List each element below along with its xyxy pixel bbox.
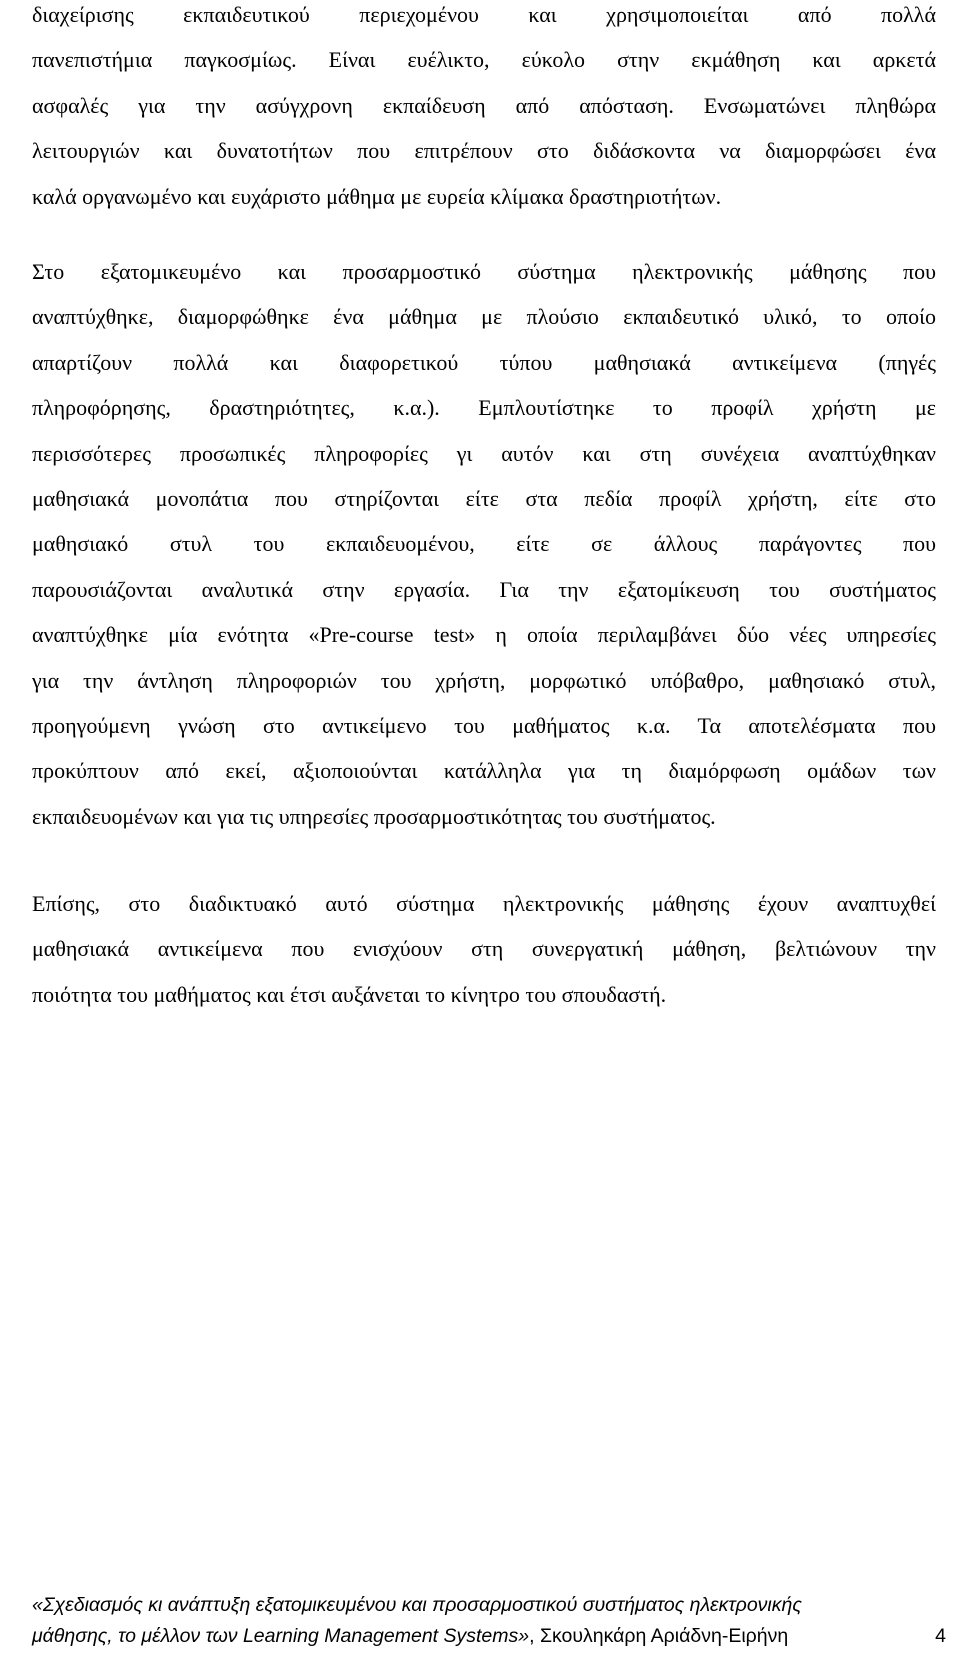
page-footer [32, 1590, 952, 1652]
page-number: 4 [935, 1625, 946, 1647]
text-line: για την άντληση πληροφοριών του χρήστη, μορφωτικό υπόβαθρο, μαθησιακό στυλ, [32, 667, 936, 693]
text-line: Στο εξατομικευμένο και προσαρμοστικό σύστημα ηλεκτρονικής μάθησης που [32, 259, 936, 284]
text-line: πληροφόρησης, δραστηριότητες, κ.α.). Εμπλουτίστηκε το προφίλ χρήστη με [32, 395, 936, 421]
footer-title-line-2: μάθησης, το μέλλον των Learning Management Systems» [32, 1625, 530, 1647]
text-line: παρουσιάζονται αναλυτικά στην εργασία. Για την εξατομίκευση του συστήματος [32, 576, 936, 602]
paragraph-personalized-system [32, 249, 936, 839]
text-line: περισσότερες προσωπικές πληροφορίες γι αυτόν και στη συνέχεια αναπτύχθηκαν [32, 440, 936, 466]
text-line: προηγούμενη γνώση στο αντικείμενο του μαθήματος κ.α. Τα αποτελέσματα που [32, 713, 936, 739]
text-line: μαθησιακό στυλ του εκπαιδευομένου, είτε σε άλλους παράγοντες που [32, 531, 936, 557]
text-line: πανεπιστήμια παγκοσμίως. Είναι ευέλικτο, εύκολο στην εκμάθηση και αρκετά [32, 47, 936, 73]
text-line: απαρτίζουν πολλά και διαφορετικού τύπου μαθησιακά αντικείμενα (πηγές [32, 349, 936, 375]
footer-row-2 [32, 1621, 952, 1652]
text-line: αναπτύχθηκε, διαμορφώθηκε ένα μάθημα με πλούσιο εκπαιδευτικό υλικό, το οποίο [32, 304, 936, 330]
text-line: μαθησιακά αντικείμενα που ενισχύουν στη συνεργατική μάθηση, βελτιώνουν την [32, 936, 936, 962]
footer-title-line-1: «Σχεδιασμός κι ανάπτυξη εξατομικευμένου και προσαρμοστικού συστήματος ηλεκτρονικής [32, 1594, 802, 1616]
text-line: Επίσης, στο διαδικτυακό αυτό σύστημα ηλεκτρονικής μάθησης έχουν αναπτυχθεί [32, 891, 936, 916]
text-line: εκπαιδευομένων και για τις υπηρεσίες προσαρμοστικότητας του συστήματος. [32, 803, 716, 829]
text-line: καλά οργανωμένο και ευχάριστο μάθημα με ευρεία κλίμακα δραστηριοτήτων. [32, 183, 722, 209]
paragraph-lms-description [32, 0, 936, 219]
paragraph-collaborative-learning [32, 881, 936, 1017]
text-line: αναπτύχθηκε μία ενότητα «Pre-course test» η οποία περιλαμβάνει δύο νέες υπηρεσίες [32, 622, 936, 648]
text-line: διαχείρισης εκπαιδευτικού περιεχομένου και χρησιμοποιείται από πολλά [32, 2, 936, 27]
text-line: λειτουργιών και δυνατοτήτων που επιτρέπουν στο διδάσκοντα να διαμορφώσει ένα [32, 138, 936, 164]
footer-author: , Σκουληκάρη Αριάδνη-Ειρήνη [529, 1625, 789, 1647]
text-line: ποιότητα του μαθήματος και έτσι αυξάνεται το κίνητρο του σπουδαστή. [32, 981, 667, 1007]
text-line: προκύπτουν από εκεί, αξιοποιούνται κατάλληλα για τη διαμόρφωση ομάδων των [32, 758, 936, 784]
text-line: ασφαλές για την ασύγχρονη εκπαίδευση από απόσταση. Ενσωματώνει πληθώρα [32, 92, 936, 118]
text-line: μαθησιακά μονοπάτια που στηρίζονται είτε στα πεδία προφίλ χρήστη, είτε στο [32, 486, 936, 512]
